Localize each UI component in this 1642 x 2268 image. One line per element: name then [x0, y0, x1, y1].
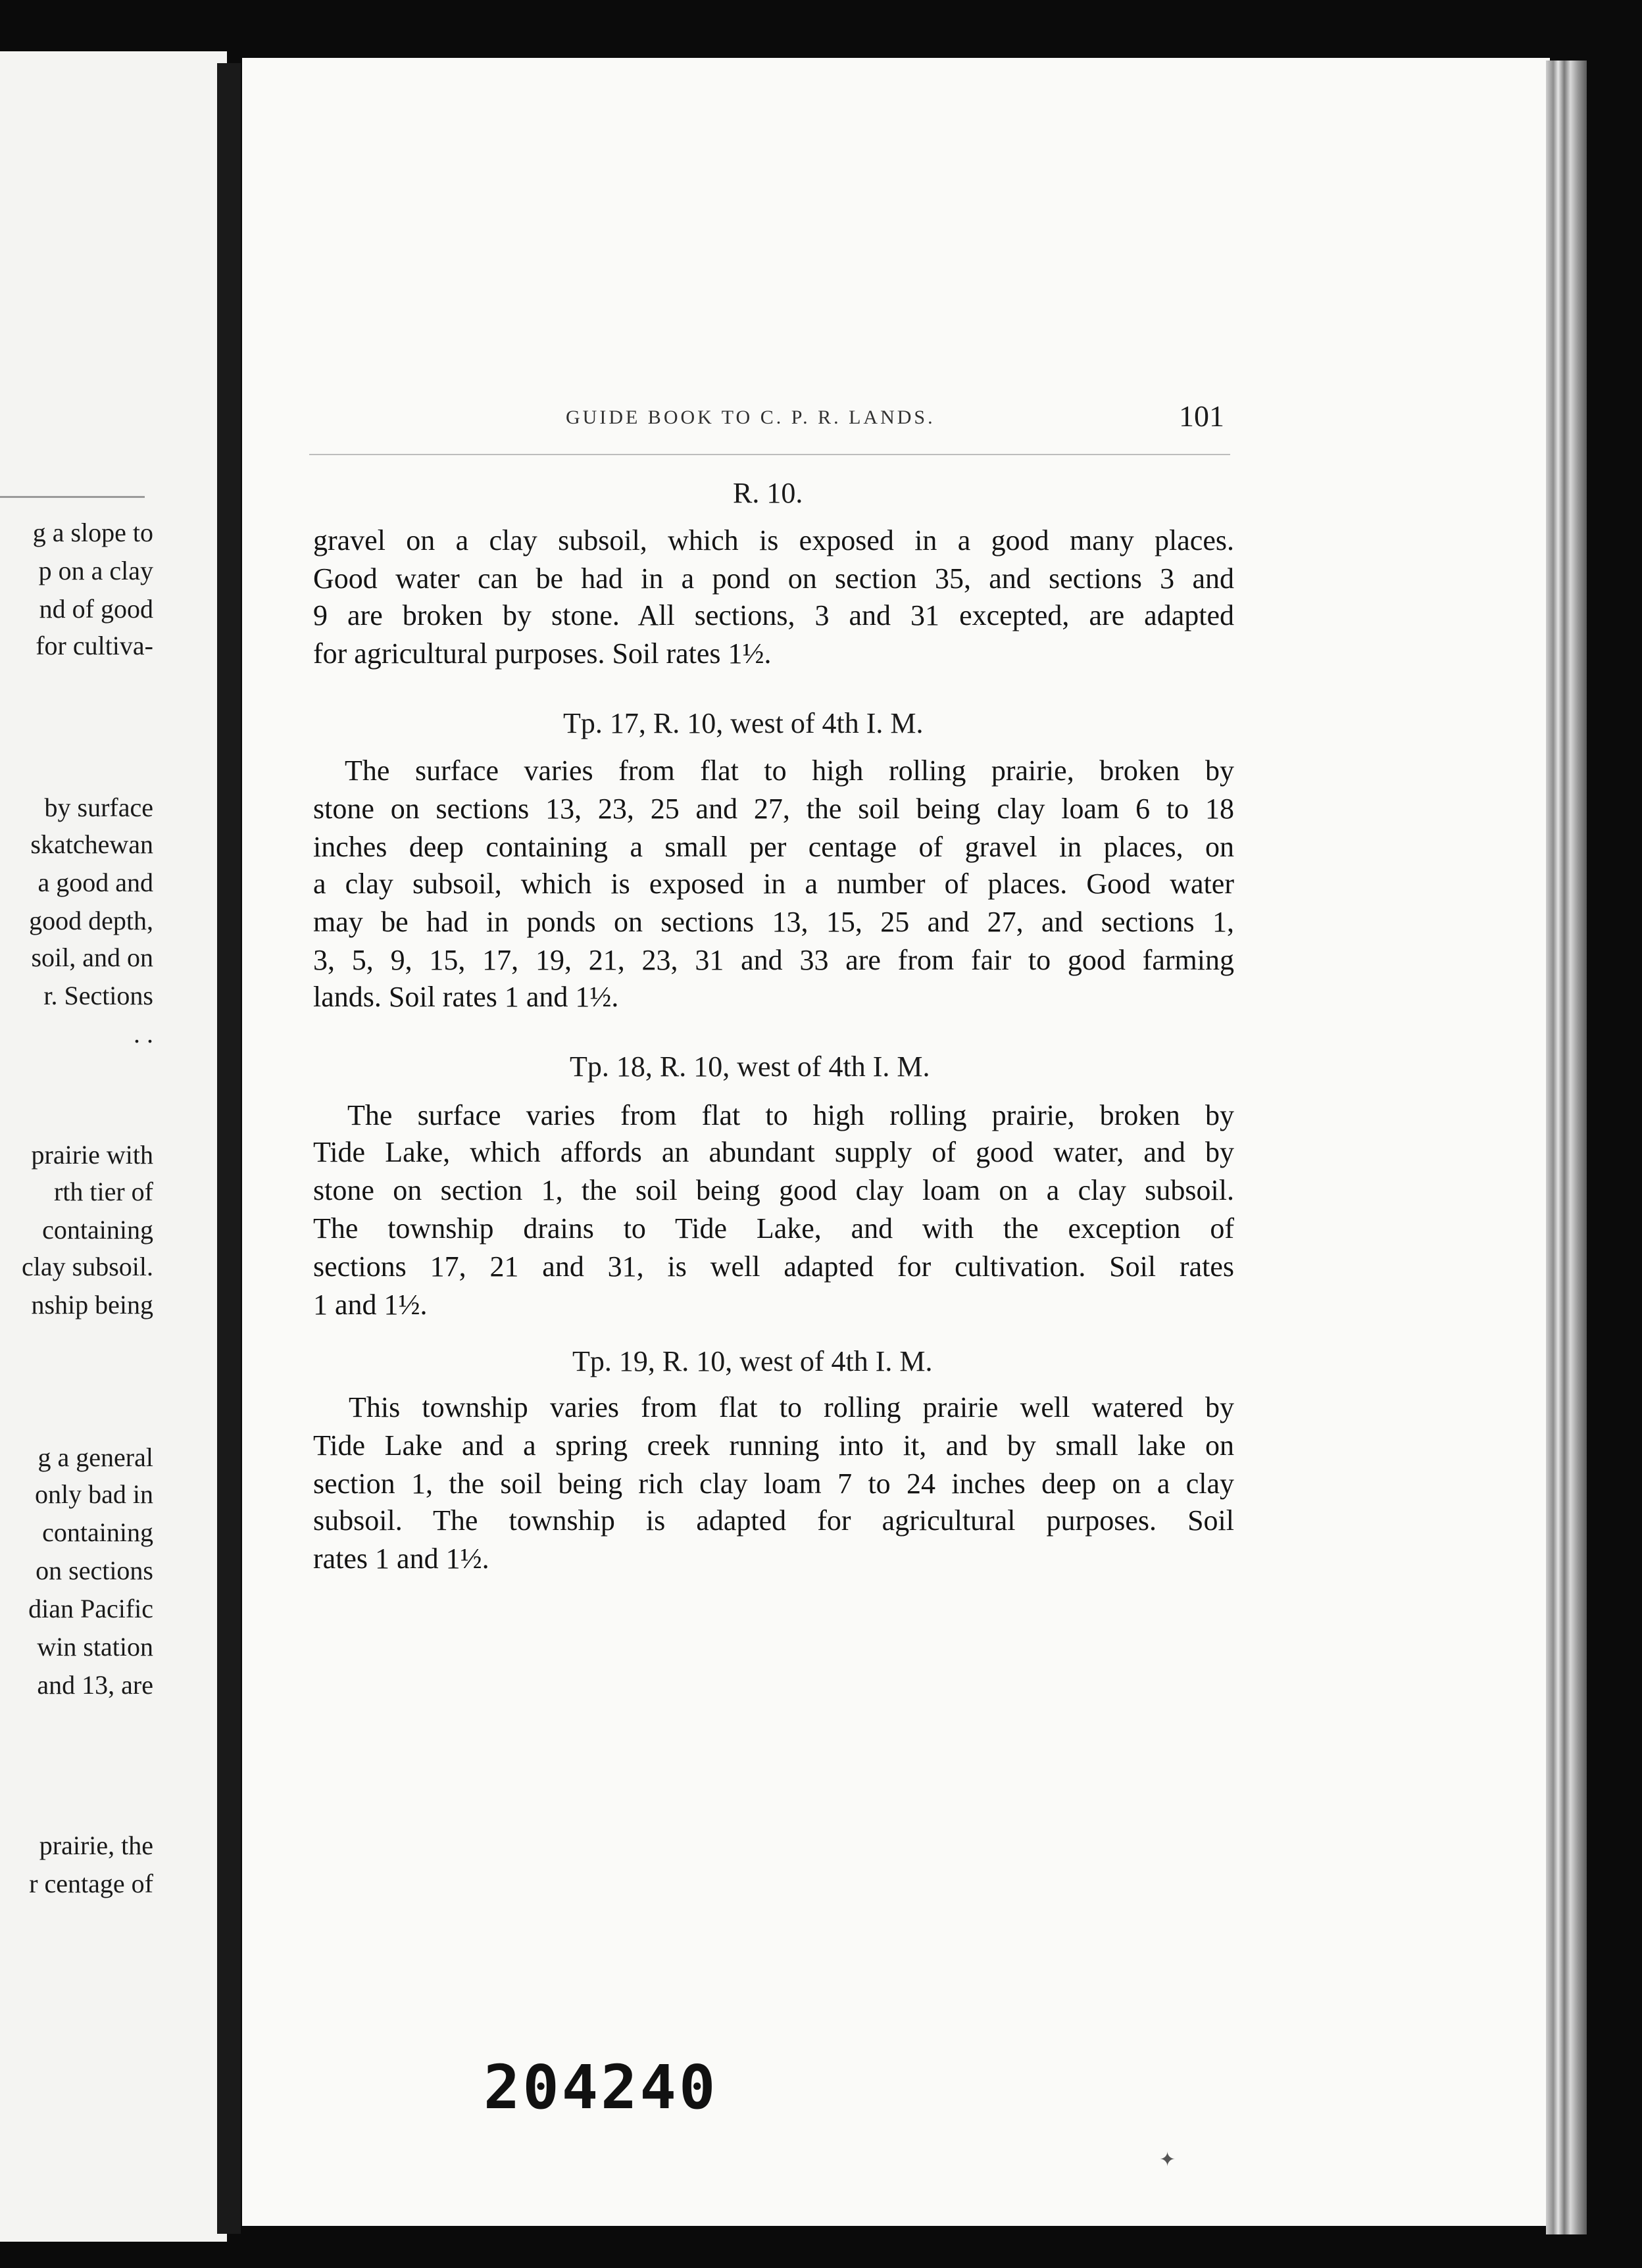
- text-line: stone on section 1, the soil being good clay loam on a clay subsoil.: [313, 1174, 1234, 1206]
- previous-page-line: good depth,: [29, 906, 153, 935]
- text-line: 3, 5, 9, 15, 17, 19, 21, 23, 31 and 33 are from fair to good farming: [313, 944, 1234, 976]
- text-line: stone on sections 13, 23, 25 and 27, the soil being clay loam 6 to 18: [313, 793, 1234, 825]
- text-line: may be had in ponds on sections 13, 15, 25 and 27, and sections 1,: [313, 906, 1234, 938]
- text-line: section 1, the soil being rich clay loam 7 to 24 inches deep on a clay: [313, 1467, 1234, 1500]
- previous-page-line: dian Pacific: [28, 1594, 153, 1623]
- previous-page-line: containing: [42, 1215, 153, 1245]
- text-line: inches deep containing a small per centage of gravel in places, on: [313, 831, 1234, 863]
- text-line: a clay subsoil, which is exposed in a number of places. Good water: [313, 868, 1234, 900]
- text-line: 9 are broken by stone. All sections, 3 and 31 excepted, are adapted: [313, 599, 1234, 631]
- text-line: Tide Lake and a spring creek running into it, and by small lake on: [313, 1429, 1234, 1462]
- previous-page-line: win station: [37, 1632, 153, 1662]
- previous-page-line: clay subsoil.: [22, 1252, 153, 1281]
- text-line: lands. Soil rates 1 and 1½.: [313, 981, 619, 1013]
- previous-page-line: on sections: [36, 1556, 153, 1585]
- previous-page-fragment: [0, 51, 227, 2242]
- previous-page-line: nship being: [31, 1290, 153, 1319]
- text-line: The surface varies from flat to high rolling prairie, broken by: [345, 754, 1234, 787]
- previous-page-line: containing: [42, 1517, 153, 1547]
- previous-page-line: and 13, are: [37, 1670, 153, 1700]
- previous-page-line: nd of good: [39, 594, 153, 624]
- previous-page-rule: [0, 496, 145, 498]
- previous-page-line: g a general: [37, 1442, 153, 1472]
- book-gutter: [217, 63, 241, 2234]
- previous-page-line: skatchewan: [30, 829, 153, 859]
- previous-page-line: only bad in: [35, 1479, 153, 1509]
- previous-page-line: g a slope to: [32, 518, 153, 547]
- page-edge-stack: [1546, 61, 1587, 2234]
- text-line: for agricultural purposes. Soil rates 1½.: [313, 637, 772, 670]
- text-line: This township varies from flat to rolling prairie well watered by: [349, 1391, 1234, 1423]
- page-number: 101: [1179, 399, 1224, 433]
- text-line: Good water can be had in a pond on section 35, and sections 3 and: [313, 562, 1234, 595]
- text-line: Tide Lake, which affords an abundant supply of good water, and by: [313, 1136, 1234, 1168]
- previous-page-line: prairie with: [31, 1140, 153, 1170]
- previous-page-line: . .: [134, 1019, 153, 1048]
- previous-page-line: r. Sections: [43, 981, 153, 1010]
- text-line: The surface varies from flat to high rolling prairie, broken by: [347, 1099, 1234, 1131]
- previous-page-line: r centage of: [29, 1869, 153, 1898]
- previous-page-line: by surface: [44, 793, 153, 822]
- section-heading-tp17: Tp. 17, R. 10, west of 4th I. M.: [563, 707, 924, 739]
- section-heading-tp19: Tp. 19, R. 10, west of 4th I. M.: [572, 1345, 933, 1377]
- text-line: sections 17, 21 and 31, is well adapted for cultivation. Soil rates: [313, 1250, 1234, 1283]
- previous-page-line: prairie, the: [39, 1831, 153, 1860]
- section-heading-tp18: Tp. 18, R. 10, west of 4th I. M.: [570, 1050, 930, 1083]
- previous-page-line: for cultiva-: [36, 631, 153, 660]
- text-line: gravel on a clay subsoil, which is exposed in a good many places.: [313, 524, 1234, 556]
- text-line: subsoil. The township is adapted for agricultural purposes. Soil: [313, 1504, 1234, 1537]
- previous-page-line: rth tier of: [53, 1177, 153, 1206]
- bottom-smudge: ✦: [1159, 2149, 1176, 2171]
- previous-page-line: soil, and on: [31, 943, 153, 972]
- catalog-number-stamp: 204240: [484, 2052, 718, 2123]
- text-line: 1 and 1½.: [313, 1289, 428, 1321]
- header-rule: [309, 454, 1230, 455]
- section-heading-r10: R. 10.: [733, 477, 803, 509]
- text-line: rates 1 and 1½.: [313, 1542, 489, 1575]
- previous-page-line: p on a clay: [38, 556, 153, 585]
- text-line: The township drains to Tide Lake, and with the exception of: [313, 1212, 1234, 1245]
- previous-page-line: a good and: [37, 868, 153, 897]
- running-head: GUIDE BOOK TO C. P. R. LANDS.: [566, 407, 935, 428]
